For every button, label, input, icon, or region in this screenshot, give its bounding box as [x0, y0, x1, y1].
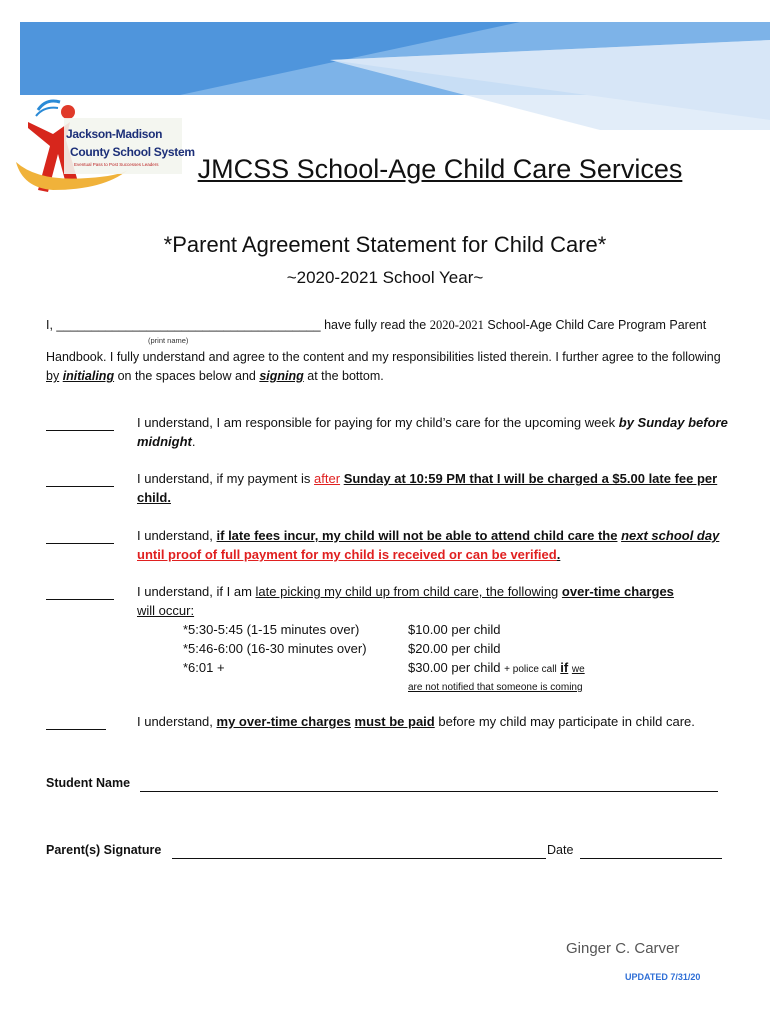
charge-time: *6:01 +: [183, 660, 225, 675]
item4-late: late picking my child up from child care, the following: [255, 584, 559, 599]
updated-date: UPDATED 7/31/20: [625, 972, 701, 982]
logo-name-line2: County School System: [70, 145, 195, 159]
document-subtitle: *Parent Agreement Statement for Child Care*: [163, 232, 607, 257]
intro-tail: School-Age Child Care Program Parent: [487, 318, 707, 332]
charge-rate: $20.00 per child: [408, 641, 501, 656]
item2-text: I understand, if my payment is: [137, 471, 311, 486]
intro-paragraph: [46, 348, 736, 386]
intro-line: [46, 316, 736, 334]
agreement-item-1: [137, 413, 737, 451]
initial-blank-5[interactable]: [46, 729, 106, 730]
intro-text: Handbook. I fully understand and agree to the content and my responsibilities listed therein. I further agree to the following: [46, 350, 721, 364]
charge-rate: $10.00 per child: [408, 622, 501, 637]
agreement-item-4: [137, 582, 737, 620]
date-field[interactable]: [580, 858, 722, 859]
item1-deadline: by Sunday before midnight: [137, 415, 728, 449]
initial-blank-3[interactable]: [46, 543, 114, 544]
school-year: ~2020-2021 School Year~: [286, 268, 484, 287]
item5-overtime: my over-time charges: [216, 714, 351, 729]
parent-signature-label: Parent(s) Signature: [46, 843, 162, 857]
intro-signing: signing: [259, 369, 304, 383]
student-name-field[interactable]: [140, 791, 718, 792]
charge-rate: $30.00 per child: [408, 660, 501, 675]
item5-end: before my child may participate in child care.: [438, 714, 695, 729]
initial-blank-2[interactable]: [46, 486, 114, 487]
charge-time: *5:46-6:00 (16-30 minutes over): [183, 641, 367, 656]
page-title: JMCSS School-Age Child Care Services: [197, 154, 683, 184]
intro-initialing: initialing: [62, 369, 115, 383]
director-signature: Ginger C. Carver: [566, 940, 680, 957]
agreement-item-5: [137, 712, 737, 731]
police-note-line2: are not notified that someone is coming: [408, 682, 583, 693]
logo-name-line1: Jackson-Madison: [66, 127, 163, 141]
intro-year: 2020-2021: [429, 318, 484, 332]
item3-next-day: next school day: [621, 528, 720, 543]
date-label: Date: [547, 843, 574, 857]
initial-blank-1[interactable]: [46, 430, 114, 431]
item5-must-paid: must be paid: [354, 714, 435, 729]
item3-late-fees: if late fees incur, my child will not be able to attend child care the: [216, 528, 618, 543]
item4-will-occur: will occur:: [137, 603, 195, 618]
overtime-rates: [408, 620, 585, 697]
item1-end: .: [191, 434, 196, 449]
police-note-we: we: [571, 664, 585, 675]
school-logo: [8, 92, 198, 202]
item3-end: .: [556, 547, 561, 562]
agreement-item-2: [137, 469, 737, 507]
intro-end: at the bottom.: [307, 369, 384, 383]
logo-tagline: Eventual Pass to Post Successes Leaders: [74, 162, 159, 167]
item2-after: after: [314, 471, 341, 486]
item4-charges: over-time charges: [561, 584, 674, 599]
overtime-times: [183, 620, 367, 677]
charge-time: *5:30-5:45 (1-15 minutes over): [183, 622, 360, 637]
initial-blank-4[interactable]: [46, 599, 114, 600]
intro-mid: on the spaces below and: [117, 369, 256, 383]
parent-signature-field[interactable]: [172, 858, 546, 859]
agreement-item-3: [137, 526, 737, 564]
intro-by: by: [46, 369, 60, 383]
student-name-label: Student Name: [46, 776, 131, 790]
item2-fee: Sunday at 10:59 PM that I will be charged a $5.00 late fee per child.: [137, 471, 718, 505]
item4-text: I understand, if I am: [137, 584, 252, 599]
item3-proof: until proof of full payment for my child is received or can be verified: [137, 547, 557, 562]
charge-rate-with-note: [408, 658, 585, 679]
print-name-caption: (print name): [148, 336, 189, 345]
police-note: + police call: [504, 664, 557, 675]
intro-lead: I, ______________________________________ have fully read the: [46, 318, 427, 332]
item3-text: I understand,: [137, 528, 213, 543]
police-note-if: if: [560, 660, 569, 675]
item5-text: I understand,: [137, 714, 213, 729]
item1-text: I understand, I am responsible for paying for my child’s care for the upcoming week: [137, 415, 616, 430]
